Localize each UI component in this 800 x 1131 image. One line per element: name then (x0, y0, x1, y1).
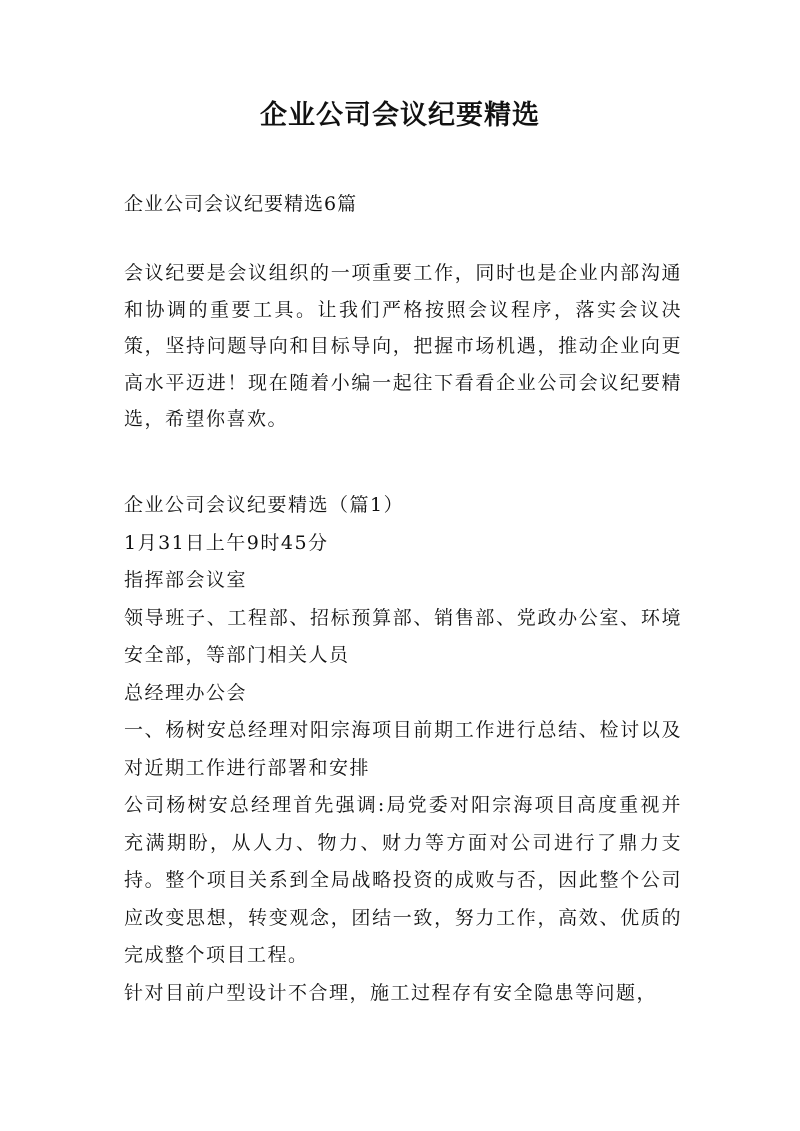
item-1-continued: 针对目前户型设计不合理，施工过程存有安全隐患等问题， (124, 981, 658, 1004)
document-title: 企业公司会议纪要精选 (260, 100, 540, 131)
meeting-time: 1月31日上午9时45分 (124, 531, 329, 554)
section-heading: 企业公司会议纪要精选（篇1） (124, 494, 405, 516)
document-subtitle: 企业公司会议纪要精选6篇 (124, 193, 358, 215)
item-1-body: 公司杨树安总经理首先强调:局党委对阳宗海项目高度重视并充满期盼，从人力、物力、财力等方面对公司进行了鼎力支持。整个项目关系到全局战略投资的成败与否，因此整个公司应改变思想，转变观念，团结一致，努力工作，高效、优质的完成整个项目工程。 (124, 794, 682, 966)
intro-paragraph: 会议纪要是会议组织的一项重要工作，同时也是企业内部沟通和协调的重要工具。让我们严格按照会议程序，落实会议决策，坚持问题导向和目标导向，把握市场机遇，推动企业向更高水平迈进！现在随着小编一起往下看看企业公司会议纪要精选，希望你喜欢。 (124, 262, 682, 430)
meeting-type: 总经理办公会 (124, 681, 248, 704)
meeting-place: 指挥部会议室 (124, 569, 248, 591)
item-1-heading: 一、杨树安总经理对阳宗海项目前期工作进行总结、检讨以及对近期工作进行部署和安排 (124, 719, 682, 779)
meeting-minutes-section (124, 487, 682, 1012)
meeting-attendees: 领导班子、工程部、招标预算部、销售部、党政办公室、环境安全部，等部门相关人员 (124, 606, 682, 666)
